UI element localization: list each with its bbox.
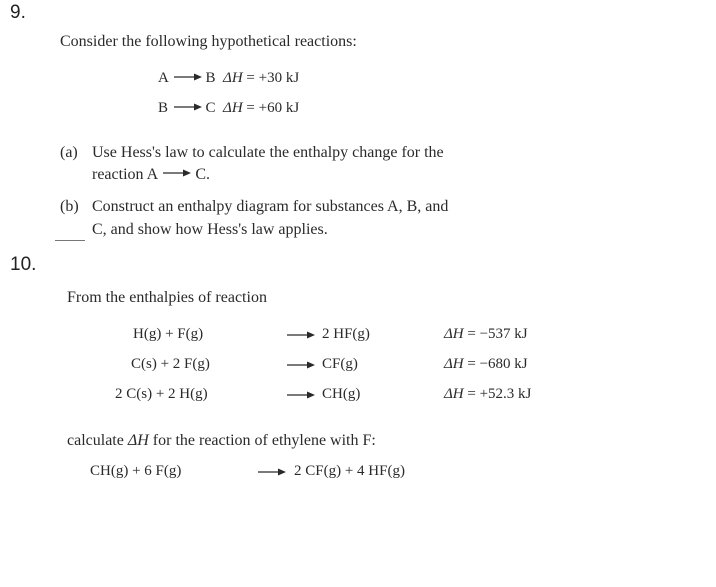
q10-calc-prefix: calculate	[67, 432, 124, 449]
q10-r1-rhs: 2 HF(g)	[322, 326, 370, 342]
question-10-number: 10.	[10, 254, 37, 275]
q9-part-a-reaction-prefix: reaction A	[92, 166, 158, 183]
q9-reaction-2	[158, 100, 299, 117]
q10-r1-dh-value: = −537 kJ	[467, 326, 528, 342]
q9-part-b-line1: Construct an enthalpy diagram for substances A, B, and	[92, 198, 449, 215]
reaction-arrow-icon	[285, 360, 315, 370]
question-9-intro: Consider the following hypothetical reactions:	[60, 33, 357, 50]
question-10-intro: From the enthalpies of reaction	[67, 289, 267, 306]
reaction-arrow-icon	[285, 390, 315, 400]
answer-blank-line	[55, 240, 85, 241]
q10-target-lhs: CH(g) + 6 F(g)	[90, 463, 182, 479]
q10-r2-rhs: CF(g)	[322, 356, 358, 372]
q10-r2-lhs: C(s) + 2 F(g)	[131, 356, 210, 372]
q9-r1-dh-label: ΔH	[223, 70, 243, 86]
q10-r1-enthalpy	[444, 326, 528, 343]
q10-calc-suffix: for the reaction of ethylene with F:	[152, 432, 376, 449]
q9-r1-reactant: A	[158, 70, 169, 86]
q9-part-a-label: (a)	[60, 144, 78, 161]
q9-part-a-reaction-suffix: C.	[195, 166, 210, 183]
question-9-number: 9.	[10, 2, 26, 23]
q10-r1-lhs: H(g) + F(g)	[133, 326, 204, 342]
q9-r2-dh-value: = +60 kJ	[246, 100, 300, 116]
reaction-arrow-icon	[285, 330, 315, 340]
q10-r2-dh-value: = −680 kJ	[467, 356, 528, 372]
q10-r2-enthalpy	[444, 356, 528, 373]
q10-r3-enthalpy	[444, 386, 531, 403]
reaction-arrow-icon	[256, 467, 286, 477]
q9-reaction-1	[158, 70, 299, 87]
reaction-arrow-icon	[172, 102, 202, 112]
q9-r1-product: B	[205, 70, 216, 86]
q9-part-a-line2	[92, 166, 210, 184]
q9-part-b-line2: C, and show how Hess's law applies.	[92, 221, 328, 238]
q10-r3-dh-label: ΔH	[444, 386, 464, 402]
reaction-arrow-icon	[172, 72, 202, 82]
q10-r2-dh-label: ΔH	[444, 356, 464, 372]
q9-part-a-line1: Use Hess's law to calculate the enthalpy change for the	[92, 144, 444, 161]
q10-r1-dh-label: ΔH	[444, 326, 464, 342]
q10-r3-rhs: CH(g)	[322, 386, 361, 402]
q10-reaction-1	[133, 326, 203, 343]
q10-calculate-instruction	[67, 432, 376, 450]
q9-part-b-label: (b)	[60, 198, 79, 215]
q10-calc-dh: ΔH	[127, 432, 149, 449]
q10-target-rhs: 2 CF(g) + 4 HF(g)	[294, 463, 405, 479]
q9-r1-dh-value: = +30 kJ	[246, 70, 300, 86]
q9-r2-product: C	[205, 100, 216, 116]
q9-r2-dh-label: ΔH	[223, 100, 243, 116]
q10-r3-dh-value: = +52.3 kJ	[467, 386, 532, 402]
q10-r3-lhs: 2 C(s) + 2 H(g)	[115, 386, 208, 402]
reaction-arrow-icon	[161, 168, 191, 178]
q9-r2-reactant: B	[158, 100, 169, 116]
